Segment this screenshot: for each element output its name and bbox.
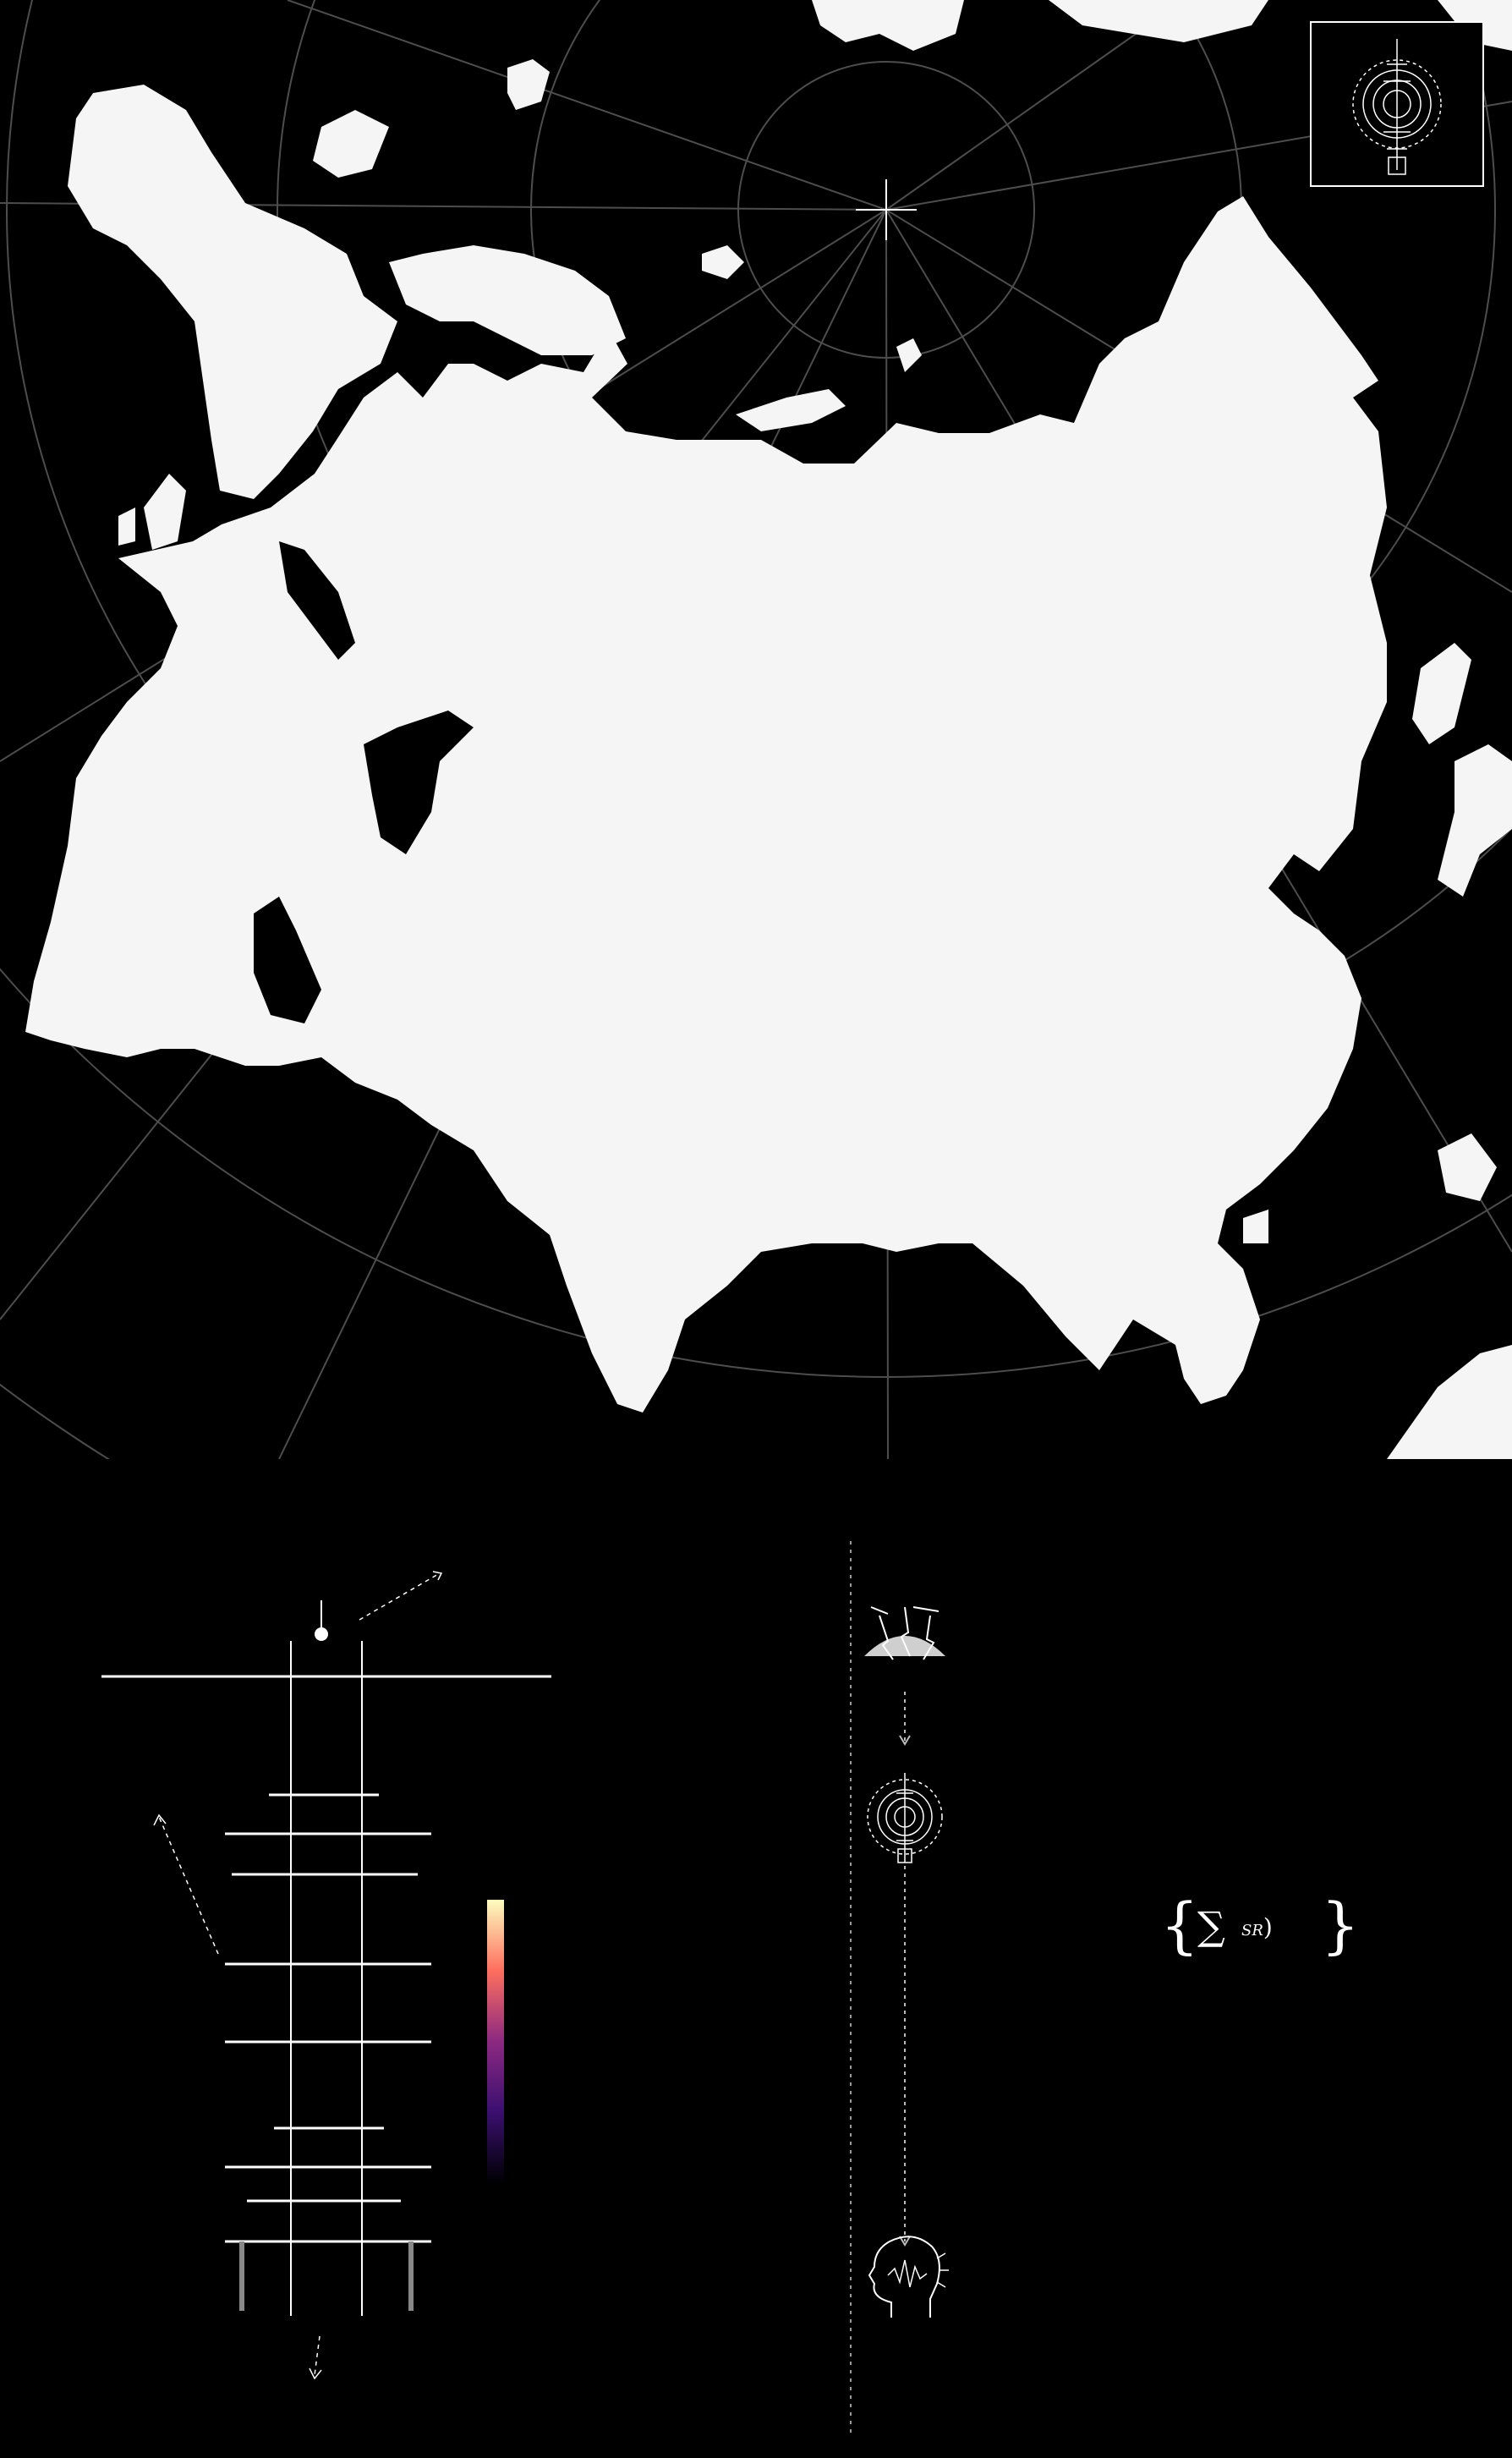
lightning-icon (864, 1607, 945, 1660)
tower-signal-icon (868, 1773, 942, 1863)
head-icon (869, 2236, 949, 2318)
tick-formula: { ∑ SR) } (1160, 1890, 1360, 1961)
